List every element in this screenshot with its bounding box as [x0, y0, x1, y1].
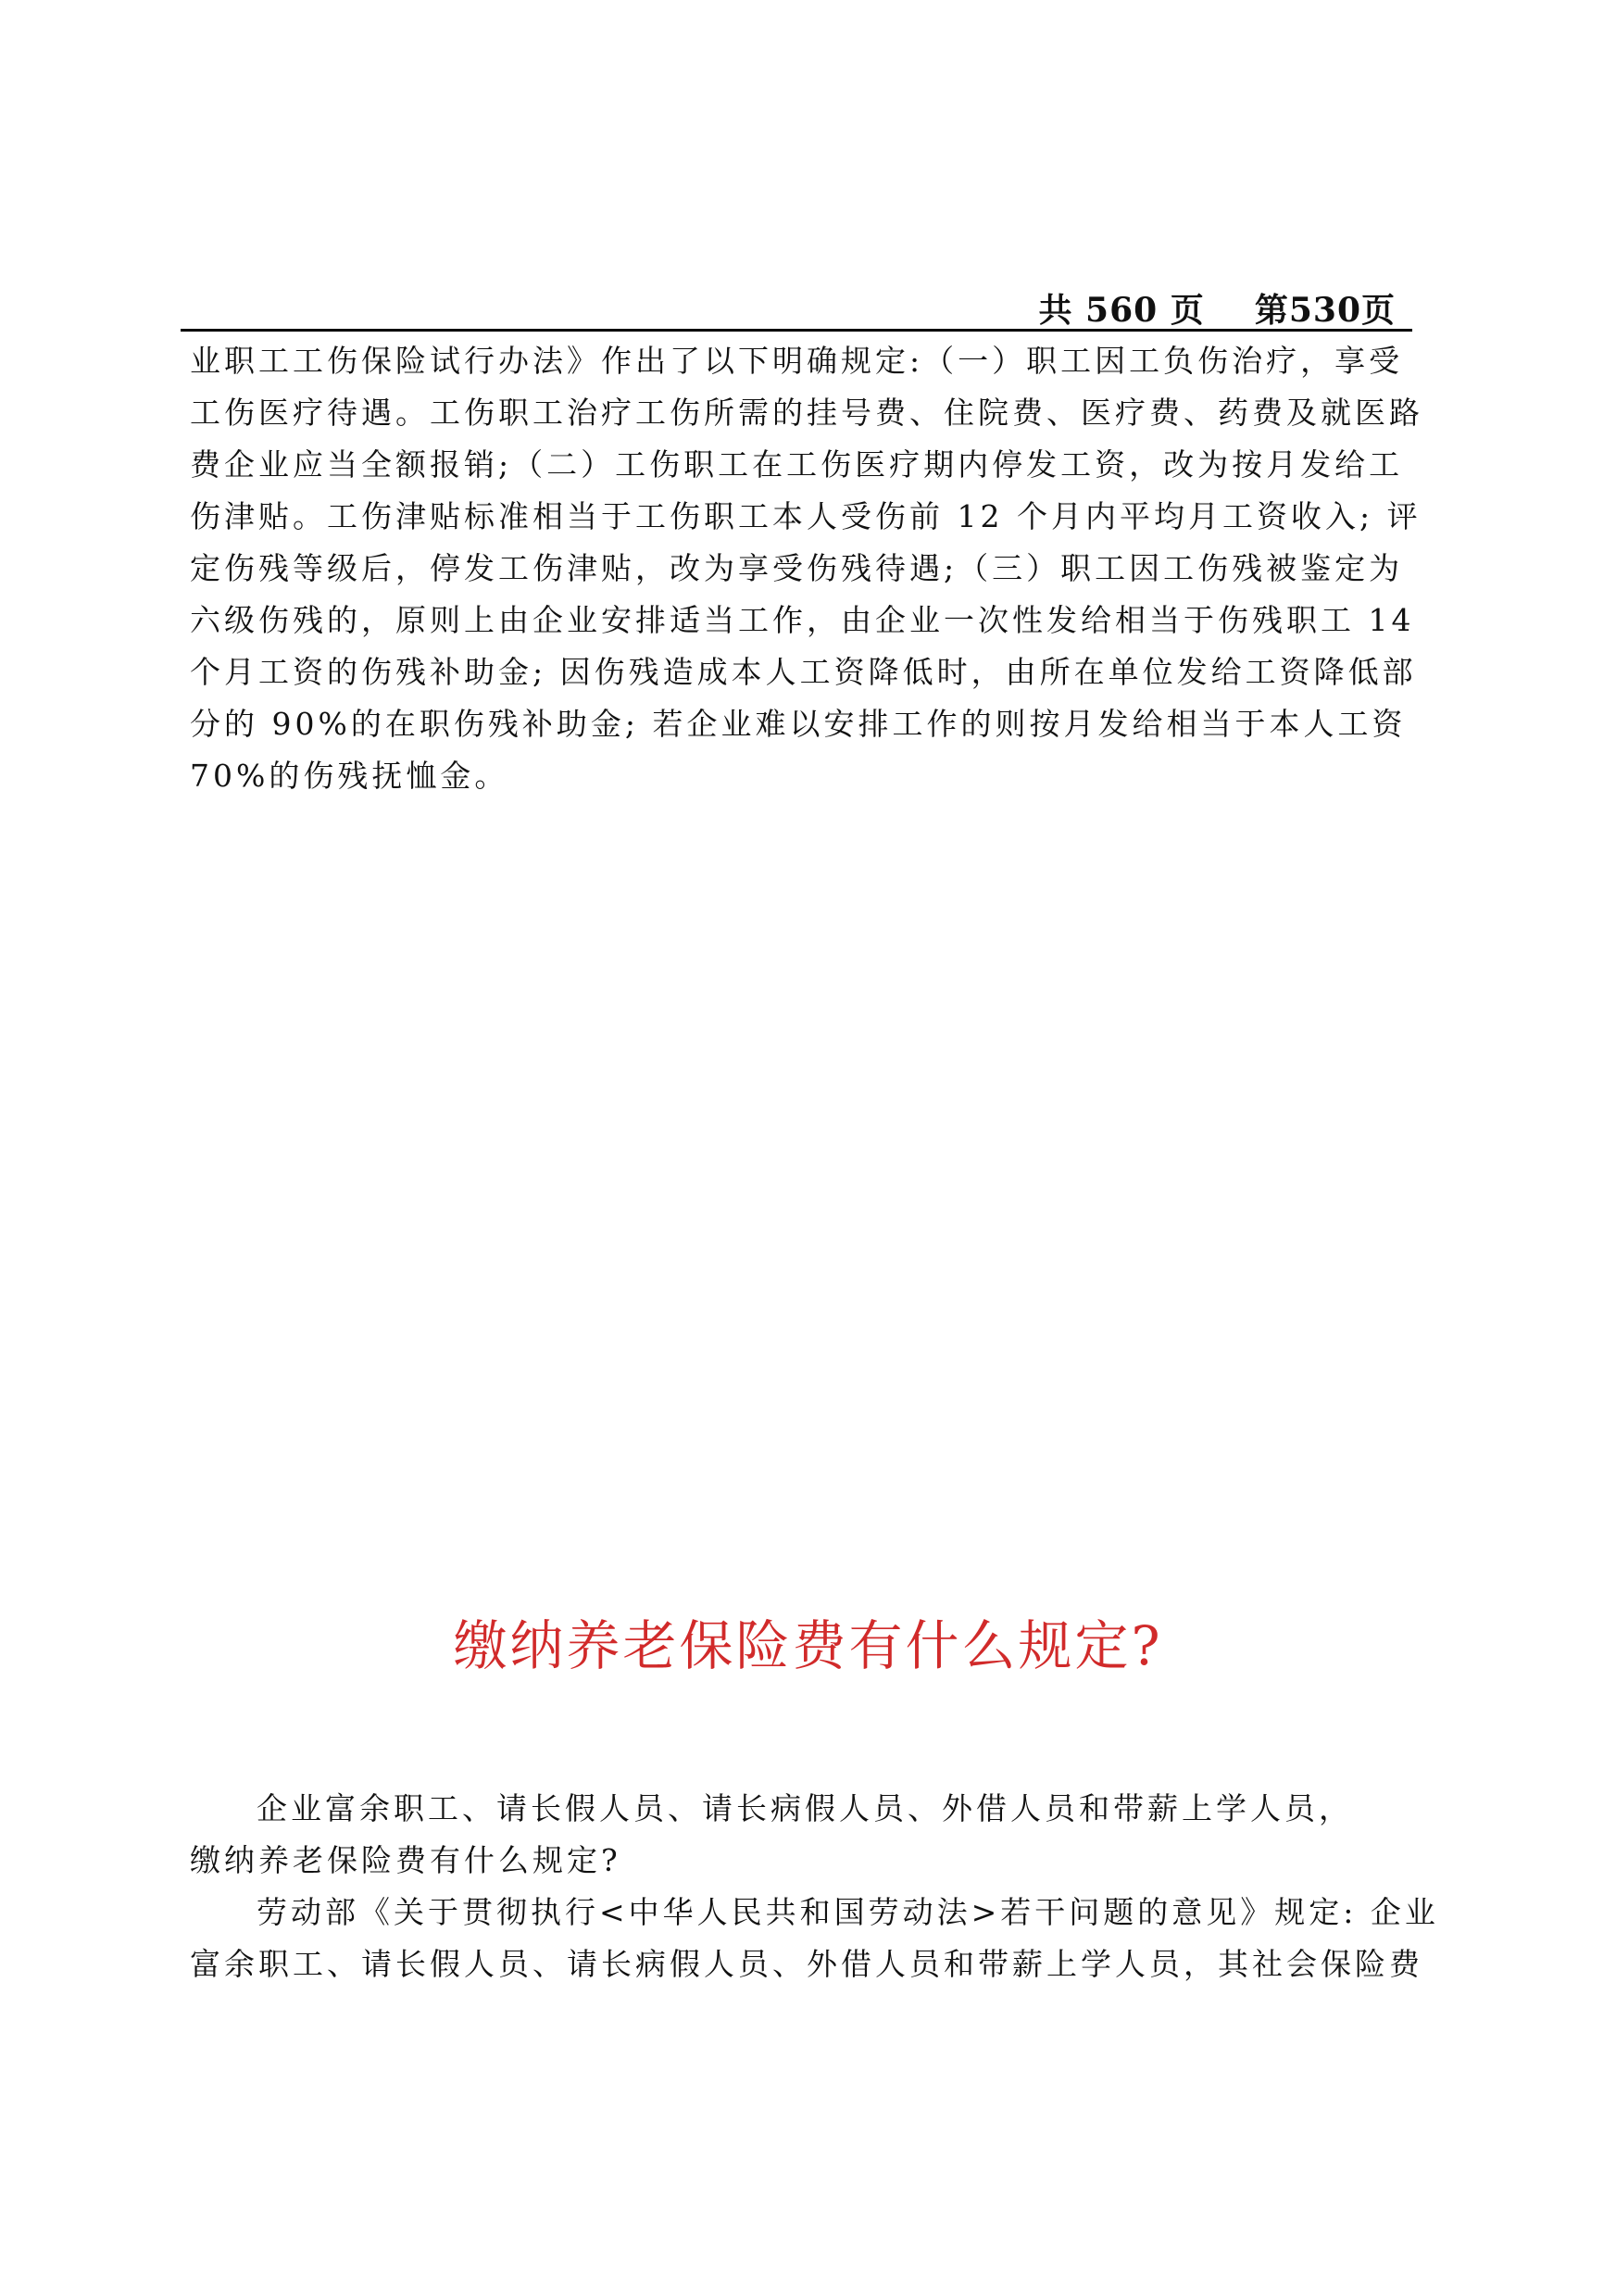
paragraph-line: 定伤残等级后，停发工伤津贴，改为享受伤残待遇;（三）职工因工伤残被鉴定为: [190, 550, 1404, 586]
paragraph-line: 伤津贴。工伤津贴标准相当于工伤职工本人受伤前 12 个月内平均月工资收入; 评: [190, 498, 1422, 534]
paragraph-line: 70%的伤残抚恤金。: [190, 758, 509, 794]
answer-line: 富余职工、请长假人员、请长病假人员、外借人员和带薪上学人员，其社会保险费: [190, 1946, 1423, 1982]
page-count-info: 共 560 页 第530页: [1038, 291, 1396, 330]
question-line: 缴纳养老保险费有什么规定?: [190, 1842, 621, 1878]
paragraph-line: 业职工工伤保险试行办法》作出了以下明确规定:（一）职工因工负伤治疗，享受: [190, 343, 1404, 379]
body-paragraph: [190, 335, 1431, 802]
question-paragraph: [190, 1783, 1439, 1990]
paragraph-line: 分的 90%的在职伤残补助金; 若企业难以安排工作的则按月发给相当于本人工资: [190, 706, 1407, 742]
paragraph-line: 工伤医疗待遇。工伤职工治疗工伤所需的挂号费、住院费、医疗费、药费及就医路: [190, 395, 1423, 431]
paragraph-line: 六级伤残的，原则上由企业安排适当工作，由企业一次性发给相当于伤残职工 14: [190, 602, 1415, 638]
paragraph-line: 费企业应当全额报销;（二）工伤职工在工伤医疗期内停发工资，改为按月发给工: [190, 446, 1404, 483]
section-title: 缴纳养老保险费有什么规定?: [453, 1614, 1163, 1677]
question-line: 企业富余职工、请长假人员、请长病假人员、外借人员和带薪上学人员，: [257, 1790, 1353, 1826]
page-header: [181, 282, 1412, 332]
answer-line: 劳动部《关于贯彻执行<中华人民共和国劳动法>若干问题的意见》规定: 企业: [257, 1894, 1439, 1930]
paragraph-line: 个月工资的伤残补助金; 因伤残造成本人工资降低时，由所在单位发给工资降低部: [190, 654, 1417, 690]
